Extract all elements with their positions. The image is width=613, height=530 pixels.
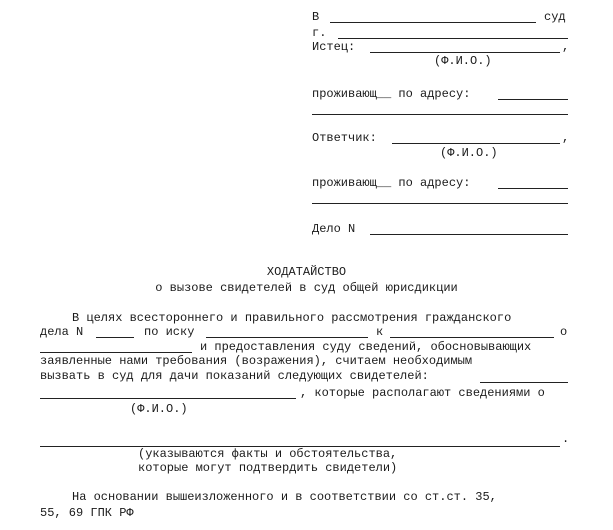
witness-line-1[interactable] bbox=[480, 382, 568, 383]
court-suffix: суд bbox=[544, 10, 566, 24]
body-line-5: вызвать в суд для дачи показаний следующих свидетелей: bbox=[40, 369, 429, 383]
court-name-line[interactable] bbox=[330, 22, 536, 23]
defendant-address-line-2[interactable] bbox=[312, 203, 568, 204]
case-label: Дело N bbox=[312, 222, 356, 236]
city-line[interactable] bbox=[338, 38, 568, 39]
body-line-4: заявленные нами требования (возражения), считаем необходимым bbox=[40, 354, 473, 368]
facts-hint-2: которые могут подтвердить свидетели) bbox=[138, 461, 398, 475]
body-line-1: В целях всестороннего и правильного рассмотрения гражданского bbox=[72, 311, 512, 325]
about-label: о bbox=[560, 325, 568, 339]
defendant-label: Ответчик: bbox=[312, 131, 377, 145]
plaintiff-name-line[interactable] bbox=[370, 52, 560, 53]
case-no-label: дела N bbox=[40, 325, 84, 339]
defendant-name-line[interactable] bbox=[392, 143, 560, 144]
plaintiff-address-label: проживающ__ по адресу: bbox=[312, 87, 471, 101]
claimant-line[interactable] bbox=[206, 337, 368, 338]
facts-period: . bbox=[562, 432, 570, 446]
respondent-line[interactable] bbox=[390, 337, 554, 338]
city-prefix: г. bbox=[312, 26, 327, 40]
plaintiff-fio-hint: (Ф.И.О.) bbox=[434, 54, 492, 68]
basis-line-2: 55, 69 ГПК РФ bbox=[40, 506, 134, 520]
claim-subject-line[interactable] bbox=[40, 352, 192, 353]
document-title: ХОДАТАЙСТВО bbox=[266, 265, 347, 279]
facts-hint-1: (указываются факты и обстоятельства, bbox=[138, 447, 398, 461]
body-line-6: , которые располагают сведениями о bbox=[300, 386, 545, 400]
plaintiff-label: Истец: bbox=[312, 40, 356, 54]
witness-line-2[interactable] bbox=[40, 398, 296, 399]
court-prefix: В bbox=[312, 10, 320, 24]
basis-line-1: На основании вышеизложенного и в соответствии со ст.ст. 35, bbox=[72, 490, 497, 504]
body-line-3: и предоставления суду сведений, обосновывающих bbox=[200, 340, 532, 354]
defendant-fio-hint: (Ф.И.О.) bbox=[440, 146, 498, 160]
plaintiff-address-line-1[interactable] bbox=[498, 99, 568, 100]
plaintiff-comma: , bbox=[562, 40, 570, 54]
defendant-address-line-1[interactable] bbox=[498, 188, 568, 189]
claim-label: по иску bbox=[144, 325, 195, 339]
case-number-line[interactable] bbox=[370, 234, 568, 235]
plaintiff-address-line-2[interactable] bbox=[312, 114, 568, 115]
defendant-address-label: проживающ__ по адресу: bbox=[312, 176, 471, 190]
witness-fio-hint: (Ф.И.О.) bbox=[130, 402, 188, 416]
against-label: к bbox=[376, 325, 384, 339]
body-case-number-line[interactable] bbox=[96, 337, 134, 338]
defendant-comma: , bbox=[562, 131, 570, 145]
document-subtitle: о вызове свидетелей в суд общей юрисдикции bbox=[155, 281, 458, 295]
